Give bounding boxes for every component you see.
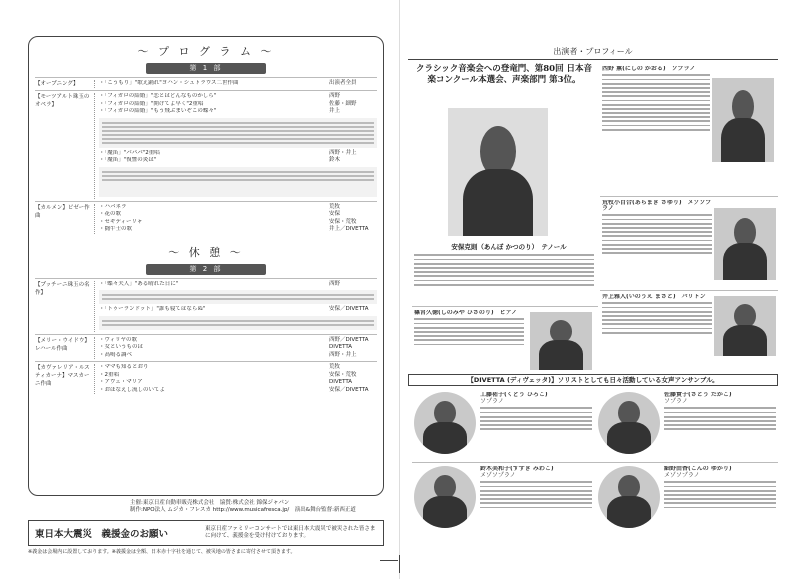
section-label: 【プッチーニ珠玉の名作】 [35, 281, 95, 332]
program-row: ・「こうもり」"歌え踊れ"ヨハン・シュトラウス二世作曲 出演者全員 [99, 80, 357, 86]
program-section [35, 361, 377, 396]
program-note [99, 290, 377, 304]
program-row: ・闘牛士の歌 井上／DIVETTA [99, 226, 369, 232]
program-section [35, 201, 377, 236]
ensemble-bio-1: 工藤祐子(くどう ひろこ) ソプラノ [480, 392, 592, 458]
program-row: ・ヴィリヤの歌 西野／DIVETTA [99, 336, 369, 343]
photo-tenor [448, 108, 548, 236]
program-note [99, 316, 377, 330]
program-row: ・セギディーリャ 安保・荒牧 [99, 218, 357, 225]
donation-note: ※義金は会場内に設置しております。※義援金は全額、日本赤十字社を通じて、被災地の皆さまに寄付させて頂きます。 [28, 549, 296, 555]
program-row: ・アヴェ・マリア DIVETTA [99, 379, 353, 385]
organizer-line: 主催:東京日産自動車販売株式会社 協賛:株式会社 錦保ジャパン [130, 500, 290, 506]
program-row: ・高鳴る調べ 西野・井上 [99, 351, 357, 358]
program-row: ・「フィガロの結婚」"開けてよ早く"2重唱 佐藤・細野 [99, 100, 357, 107]
program-row: ・「蝶々夫人」"ある晴れた日に" 西野 [99, 280, 341, 287]
section-label: 【オープニング】 [35, 80, 95, 88]
intermission-title: 〜 休 憩 〜 [168, 245, 244, 259]
baritone-bio: 井上雅人(いのうえ まさと) バリトン [602, 294, 712, 370]
program-row: ・女というものは DIVETTA [99, 344, 353, 350]
program-note [99, 167, 377, 197]
crop-mark [380, 560, 398, 561]
photo-ensemble-3 [414, 466, 476, 528]
donation-text: 東京日産ファミリーコンサートでは東日本大震災で被災された皆さまに向けて、義援金を受け付けております。 [205, 526, 376, 539]
program-section [35, 90, 377, 201]
organizer-info [130, 500, 390, 514]
program-note [99, 118, 377, 148]
program-row: ・「フィガロの結婚」"恋とはどんなものかしら" 西野 [99, 93, 341, 99]
ensemble-bio-4: 細野由香(こんの ゆかり) メゾソプラノ [664, 466, 776, 536]
section-label: 【メリー・ウイドウ】レハール作曲 [35, 337, 95, 360]
part1-label: 第 1 部 [146, 63, 266, 74]
photo-pianist [530, 312, 592, 370]
photo-ensemble-2 [598, 392, 660, 454]
part2-label: 第 2 部 [146, 264, 266, 275]
ensemble-title: 【DIVETTA (ディヴェッタ)】ソリストとしても日々活動している女声アンサンブル。 [408, 374, 778, 386]
program-panel [28, 36, 384, 496]
photo-soprano [712, 78, 774, 162]
program-row: ・おほなえし流しのいてよ 安保／DIVETTA [99, 386, 369, 393]
program-row: ・「魔笛」"パパパ"2重唱 西野・井上 [99, 149, 357, 156]
soprano-bio: 西野 薫(にしの かおる) ソプラノ [602, 66, 710, 194]
separator [412, 306, 598, 307]
separator [600, 196, 778, 197]
donation-box [28, 520, 384, 546]
producer-line: 制作:NPO法人 ムジカ・フレスカ http://www.musicafresca.jp/ 演出&舞台監督:新西正道 [130, 507, 356, 513]
center-fold [399, 0, 400, 579]
program-row: ・「トゥーランドット」"誰も寝てはならぬ" 安保／DIVETTA [99, 306, 369, 312]
photo-baritone [714, 296, 776, 356]
crop-mark [399, 555, 400, 573]
program-row: ・ママも知るとおり 荒牧 [99, 364, 341, 370]
program-row: ・「魔笛」"復讐の炎は" 鈴木 [99, 157, 341, 163]
photo-ensemble-4 [598, 466, 660, 528]
tenor-bio [414, 252, 594, 302]
photo-mezzo [714, 208, 776, 280]
program-row: ・「フィガロの結婚」"もう飛ぶまいぞこの蝶々" 井上 [99, 108, 341, 114]
separator [412, 462, 778, 463]
section-label: 【モーツアルト珠玉のオペラ】 [35, 93, 95, 199]
photo-ensemble-1 [414, 392, 476, 454]
ensemble-bio-3: 鈴木美和子(すずき みわこ) メゾソプラノ [480, 466, 592, 536]
section-label: 【カヴァレリア・ルスティカーナ】マスカーニ作曲 [35, 364, 95, 394]
performers-title: 出演者・プロフィール [408, 46, 778, 60]
headline: クラシック音楽会への登竜門、第80回 日本音楽コンクール本選会、声楽部門 第3位。 [415, 64, 593, 85]
program-row: ・ハバネラ 荒牧 [99, 203, 341, 210]
program-section [35, 77, 377, 90]
program-section [35, 278, 377, 334]
mezzo-bio: 荒牧小百合(あらまき さゆり) メゾソプラノ [602, 200, 712, 286]
section-label: 【カルメン】ビゼー作曲 [35, 204, 95, 234]
donation-title: 東日本大震災 義援金のお願い [35, 529, 169, 540]
pianist-bio: 篠宮久徳(しのみや ひさのり) ピアノ [414, 310, 524, 370]
program-row: ・2重唱 安保・荒牧 [99, 371, 357, 378]
program-row: ・花の歌 安保 [99, 211, 341, 217]
separator [600, 290, 778, 291]
program-section [35, 334, 377, 362]
ensemble-bio-2: 佐藤貴子(さとう たかこ) ソプラノ [664, 392, 776, 458]
tenor-name: 安保克則（あんぼ かつのり） テノール [451, 243, 567, 251]
program-title: 〜 プ ロ グ ラ ム 〜 [137, 45, 275, 58]
